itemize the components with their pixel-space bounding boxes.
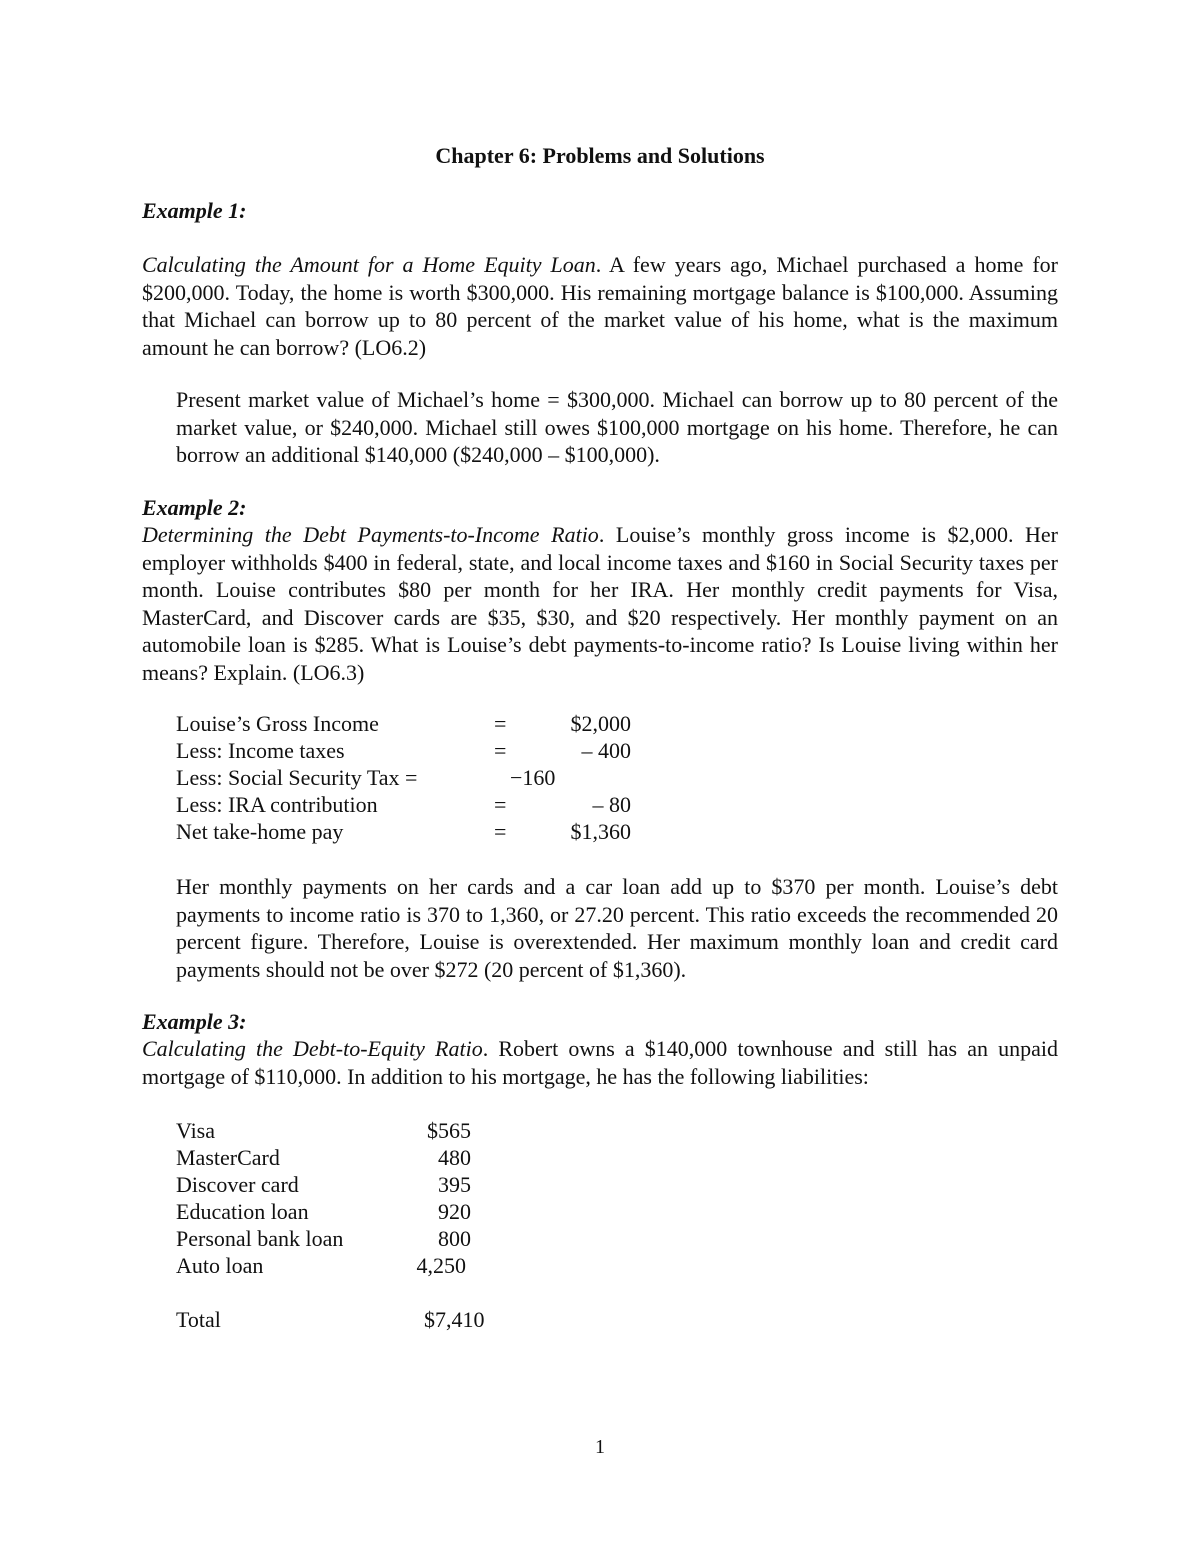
net-pay-calculation — [176, 710, 676, 850]
liability-row — [176, 1171, 516, 1198]
example-1-problem — [142, 251, 1058, 361]
calc-label: Less: IRA contribution — [176, 792, 378, 817]
liability-total-label: Total — [176, 1307, 221, 1332]
calc-value: $2,000 — [570, 711, 631, 736]
calc-label: Less: Income taxes — [176, 738, 345, 763]
calc-row — [176, 710, 676, 737]
calc-equals: = — [494, 792, 507, 817]
liability-row — [176, 1144, 516, 1171]
calc-label: Louise’s Gross Income — [176, 711, 379, 736]
calc-value: – 400 — [581, 738, 631, 763]
liability-value: 480 — [438, 1145, 471, 1170]
example-1-solution: Present market value of Michael’s home = $300,000. Michael can borrow up to 80 percent of the market value, or $240,000. Michael still owes $100,000 mortgage on his home. Therefore, he can borrow an additional $140,000 ($240,000 – $100,000). — [176, 387, 1058, 467]
liability-value: 395 — [438, 1172, 471, 1197]
calc-equals: = — [494, 738, 507, 763]
calc-equals: = — [494, 711, 507, 736]
example-3-topic: Calculating the Debt-to-Equity Ratio — [142, 1036, 483, 1061]
example-2-topic: Determining the Debt Payments-to-Income Ratio — [142, 522, 599, 547]
liability-value: 800 — [438, 1226, 471, 1251]
example-1-problem-text: . A few years ago, Michael purchased a home for $200,000. Today, the home is worth $300,000. His remaining mortgage balance is $100,000. Assuming that Michael can borrow up to 80 percent of the market value of his home, what is the maximum amount he can borrow? (LO6.2) — [142, 252, 1058, 360]
example-2-problem-text: . Louise’s monthly gross income is $2,000. Her employer withholds $400 in federal, state, and local income taxes and $160 in Social Security taxes per month. Louise contributes $80 per month for her IRA. Her monthly credit payments for Visa, MasterCard, and Discover cards are $35, $30, and $20 respectively. Her monthly payment on an automobile loan is $285. What is Louise’s debt payments-to-income ratio? Is Louise living within her means? Explain. (LO6.3) — [142, 522, 1059, 685]
liability-label: Auto loan — [176, 1253, 264, 1278]
calc-row — [176, 791, 676, 818]
page-title: Chapter 6: Problems and Solutions — [435, 143, 765, 168]
liability-label: Education loan — [176, 1199, 309, 1224]
liability-row — [176, 1225, 516, 1252]
liability-label: MasterCard — [176, 1145, 280, 1170]
liability-label: Personal bank loan — [176, 1226, 344, 1251]
calc-row — [176, 764, 676, 791]
liability-total-value: $7,410 — [424, 1307, 485, 1332]
example-1-heading: Example 1: — [142, 198, 247, 223]
calc-row — [176, 737, 676, 764]
calc-equals: = — [494, 819, 507, 844]
liability-total-row — [176, 1306, 516, 1333]
liabilities-list — [176, 1117, 516, 1337]
example-2-problem — [142, 521, 1058, 686]
liability-value: 920 — [438, 1199, 471, 1224]
calc-label: Less: Social Security Tax = — [176, 765, 418, 790]
example-2-solution: Her monthly payments on her cards and a car loan add up to $370 per month. Louise’s debt payments to income ratio is 370 to 1,360, or 27.20 percent. This ratio exceeds the recommended 20 percent figure. Therefore, Louise is overextended. Her maximum monthly loan and credit card payments should not be over $272 (20 percent of $1,360). — [176, 874, 1058, 982]
calc-value: $1,360 — [570, 819, 631, 844]
liability-row — [176, 1117, 516, 1144]
liability-value: $565 — [427, 1118, 471, 1143]
example-1-topic: Calculating the Amount for a Home Equity Loan — [142, 252, 596, 277]
example-3-problem — [142, 1035, 1058, 1090]
example-2-heading: Example 2: — [142, 495, 247, 520]
calc-row — [176, 818, 676, 845]
liability-row — [176, 1198, 516, 1225]
example-3-heading: Example 3: — [142, 1009, 247, 1034]
liability-label: Visa — [176, 1118, 216, 1143]
calc-label: Net take-home pay — [176, 819, 344, 844]
calc-value: – 80 — [592, 792, 631, 817]
liability-value: 4,250 — [416, 1253, 466, 1278]
page-number: 1 — [595, 1436, 605, 1458]
liability-row — [176, 1252, 516, 1279]
calc-value: −160 — [510, 765, 556, 790]
example-3-problem-text: . Robert owns a $140,000 townhouse and still has an unpaid mortgage of $110,000. In addition to his mortgage, he has the following liabilities: — [142, 1036, 1058, 1089]
liability-label: Discover card — [176, 1172, 299, 1197]
